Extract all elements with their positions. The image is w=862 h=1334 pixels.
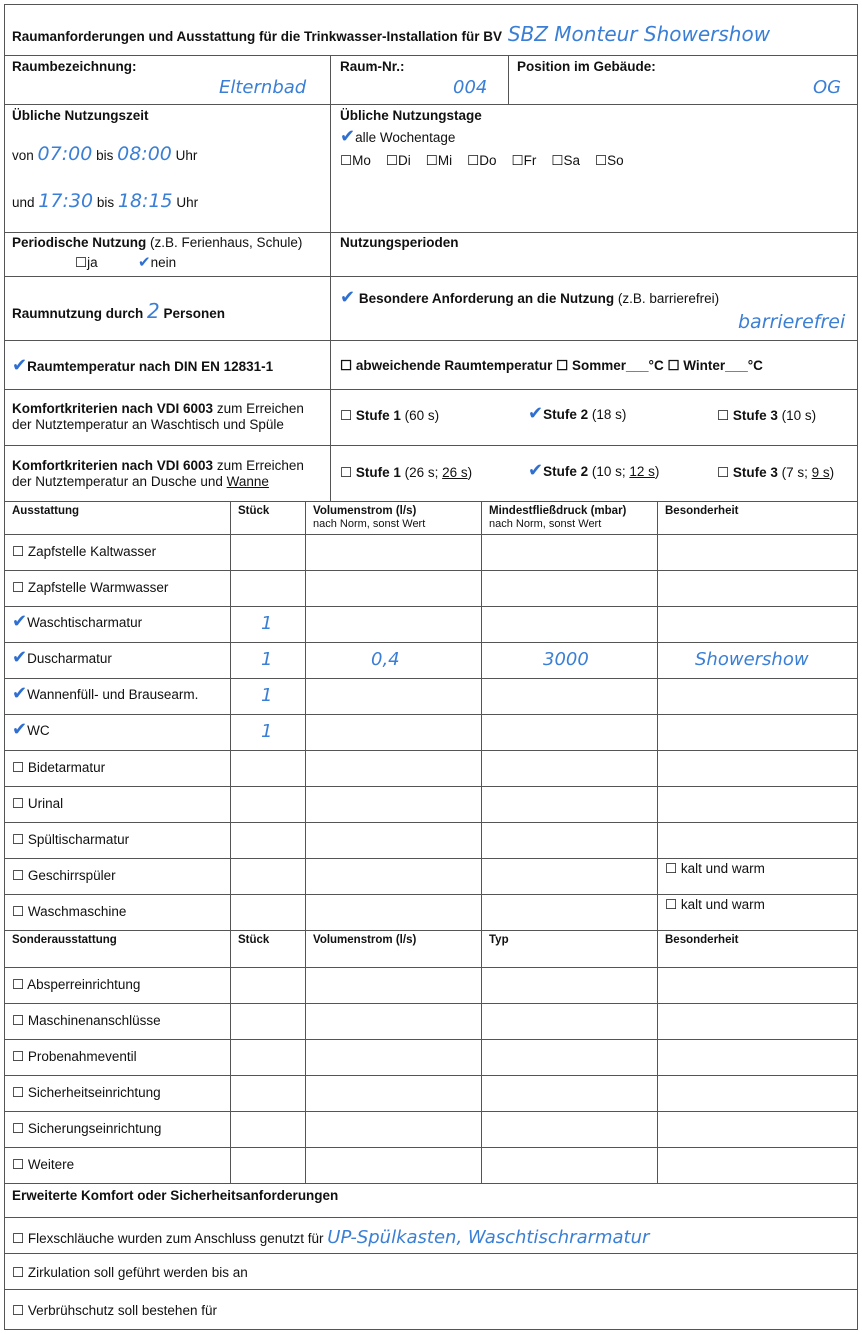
checked-icon: ✔ [340, 287, 356, 308]
komfort-1-label: Komfortkriterien nach VDI 6003 zum Erreichen der Nutztemperatur an Waschtisch und Spüle [12, 401, 304, 432]
periodic-label: Periodische Nutzung (z.B. Ferienhaus, Schule) [12, 235, 303, 250]
usage-time-line-2: und 17:30 bis 18:15 Uhr [12, 190, 199, 212]
komfort-1-stufe-1[interactable]: ☐ Stufe 1 (60 s) [340, 408, 440, 423]
checked-icon: ✔ [12, 647, 28, 668]
checked-icon: ✔ [12, 355, 28, 376]
form-title: Raumanforderungen und Ausstattung für die Trinkwasser-Installation für BV [12, 29, 503, 44]
room-name-label: Raumbezeichnung: [12, 59, 137, 74]
equipment-special[interactable]: Showershow [695, 649, 809, 670]
periodic-nein[interactable]: ✔nein [138, 253, 177, 271]
position-label: Position im Gebäude: [517, 59, 656, 74]
equipment-row-label[interactable]: ☐ Zapfstelle Kaltwasser [12, 544, 157, 559]
equipment-qty[interactable]: 1 [261, 613, 273, 634]
equipment-row-label[interactable]: ☐ Urinal [12, 796, 64, 811]
komfort-2-stufe-3[interactable]: ☐ Stufe 3 (7 s; 9 s) [717, 465, 835, 480]
special-equipment-row[interactable]: ☐ Probenahmeventil [12, 1049, 137, 1064]
equipment-special-option[interactable]: ☐ kalt und warm [665, 861, 765, 876]
time-2-to[interactable]: 18:15 [117, 190, 173, 212]
persons-count[interactable]: 2 [147, 299, 160, 323]
equipment-header-flow: Volumenstrom (l/s) nach Norm, sonst Wert [313, 505, 426, 530]
usage-time-label: Übliche Nutzungszeit [12, 108, 149, 123]
equipment-row-label[interactable]: ✔Wannenfüll- und Brausearm. [12, 683, 199, 704]
checked-icon: ✔ [528, 460, 544, 481]
flex-hoses-value[interactable]: UP-Spülkasten, Waschtischrarmatur [327, 1227, 650, 1248]
circulation-row[interactable]: ☐ Zirkulation soll geführt werden bis an [12, 1265, 248, 1280]
equipment-row-label[interactable]: ☐ Spültischarmatur [12, 832, 130, 847]
special-equipment-row[interactable]: ☐ Absperreinrichtung [12, 977, 141, 992]
checked-icon: ✔ [340, 126, 356, 147]
equipment-header-special: Besonderheit [665, 505, 739, 517]
drinking-water-form [4, 4, 858, 1330]
day-checkbox[interactable]: ☐So [595, 153, 624, 168]
checked-icon: ✔ [12, 719, 28, 740]
room-nr-value[interactable]: 004 [453, 77, 488, 98]
special-equipment-header-special: Besonderheit [665, 934, 739, 946]
komfort-2-stufe-2[interactable]: ✔Stufe 2 (10 s; 12 s) [528, 460, 660, 481]
equipment-special-option[interactable]: ☐ kalt und warm [665, 897, 765, 912]
equipment-qty[interactable]: 1 [261, 649, 273, 670]
equipment-qty[interactable]: 1 [261, 685, 273, 706]
scald-protection-row[interactable]: ☐ Verbrühschutz soll bestehen für [12, 1303, 217, 1318]
equipment-qty[interactable]: 1 [261, 721, 273, 742]
komfort-1-stufe-3[interactable]: ☐ Stufe 3 (10 s) [717, 408, 817, 423]
persons-row: Raumnutzung durch 2 Personen [12, 299, 226, 323]
equipment-row-label[interactable]: ☐ Zapfstelle Warmwasser [12, 580, 169, 595]
flex-hoses-row[interactable]: ☐ Flexschläuche wurden zum Anschluss genutzt für UP-Spülkasten, Waschtischrarmatur [12, 1227, 650, 1248]
day-checkbox[interactable]: ☐Di [385, 153, 411, 168]
position-value[interactable]: OG [813, 77, 842, 98]
equipment-pressure[interactable]: 3000 [543, 649, 589, 670]
day-options [340, 153, 624, 169]
day-checkbox[interactable]: ☐Do [467, 153, 497, 168]
equipment-flow[interactable]: 0,4 [371, 649, 400, 670]
day-checkbox[interactable]: ☐Fr [511, 153, 537, 168]
bv-value[interactable]: SBZ Monteur Showershow [507, 22, 771, 46]
equipment-row-label[interactable]: ☐ Waschmaschine [12, 904, 127, 919]
equipment-header-qty: Stück [238, 505, 270, 517]
day-checkbox[interactable]: ☐Sa [551, 153, 581, 168]
equipment-row-label[interactable]: ✔WC [12, 719, 50, 740]
periods-label: Nutzungsperioden [340, 235, 459, 250]
time-1-to[interactable]: 08:00 [117, 143, 172, 165]
special-equipment-header-qty: Stück [238, 934, 270, 946]
special-requirement[interactable]: ✔ Besondere Anforderung an die Nutzung (z.B. barrierefrei) [340, 287, 720, 308]
room-nr-label: Raum-Nr.: [340, 59, 405, 74]
time-1-from[interactable]: 07:00 [37, 143, 93, 165]
equipment-row-label[interactable]: ☐ Bidetarmatur [12, 760, 106, 775]
special-equipment-row[interactable]: ☐ Weitere [12, 1157, 75, 1172]
special-equipment-row[interactable]: ☐ Sicherungseinrichtung [12, 1121, 162, 1136]
usage-days-label: Übliche Nutzungstage [340, 108, 482, 123]
checked-icon: ✔ [12, 683, 28, 704]
day-checkbox[interactable]: ☐Mi [425, 153, 453, 168]
equipment-header-pressure: Mindestfließdruck (mbar) nach Norm, sonst Wert [489, 505, 627, 530]
equipment-row-label[interactable]: ✔Duscharmatur [12, 647, 112, 668]
equipment-header-item: Ausstattung [12, 505, 80, 517]
checked-icon: ✔ [12, 611, 28, 632]
periodic-ja[interactable]: ☐ja [75, 255, 98, 270]
equipment-row-label[interactable]: ☐ Geschirrspüler [12, 868, 116, 883]
komfort-2-label: Komfortkriterien nach VDI 6003 zum Erreichen der Nutztemperatur an Dusche und Wanne [12, 458, 304, 489]
day-checkbox[interactable]: ☐Mo [340, 153, 371, 168]
special-equipment-header-flow: Volumenstrom (l/s) [313, 934, 417, 946]
extended-title: Erweiterte Komfort oder Sicherheitsanforderungen [12, 1188, 339, 1203]
all-days-option[interactable]: ✔alle Wochentage [340, 126, 456, 147]
komfort-1-stufe-2[interactable]: ✔Stufe 2 (18 s) [528, 403, 627, 424]
checked-icon: ✔ [138, 253, 151, 271]
alt-temperature-option[interactable]: ☐ abweichende Raumtemperatur ☐ Sommer___°C ☐ Winter___°C [340, 358, 763, 373]
usage-time-line-1: von 07:00 bis 08:00 Uhr [12, 143, 198, 165]
special-equipment-header-type: Typ [489, 934, 509, 946]
special-equipment-row[interactable]: ☐ Maschinenanschlüsse [12, 1013, 161, 1028]
special-equipment-header-item: Sonderausstattung [12, 934, 117, 946]
special-requirement-value[interactable]: barrierefrei [738, 311, 846, 333]
time-2-from[interactable]: 17:30 [38, 190, 94, 212]
komfort-2-stufe-1[interactable]: ☐ Stufe 1 (26 s; 26 s) [340, 465, 473, 480]
din-temperature-option[interactable]: ✔Raumtemperatur nach DIN EN 12831-1 [12, 355, 274, 376]
checked-icon: ✔ [528, 403, 544, 424]
room-name-value[interactable]: Elternbad [219, 77, 307, 98]
special-equipment-row[interactable]: ☐ Sicherheitseinrichtung [12, 1085, 161, 1100]
equipment-row-label[interactable]: ✔Waschtischarmatur [12, 611, 143, 632]
